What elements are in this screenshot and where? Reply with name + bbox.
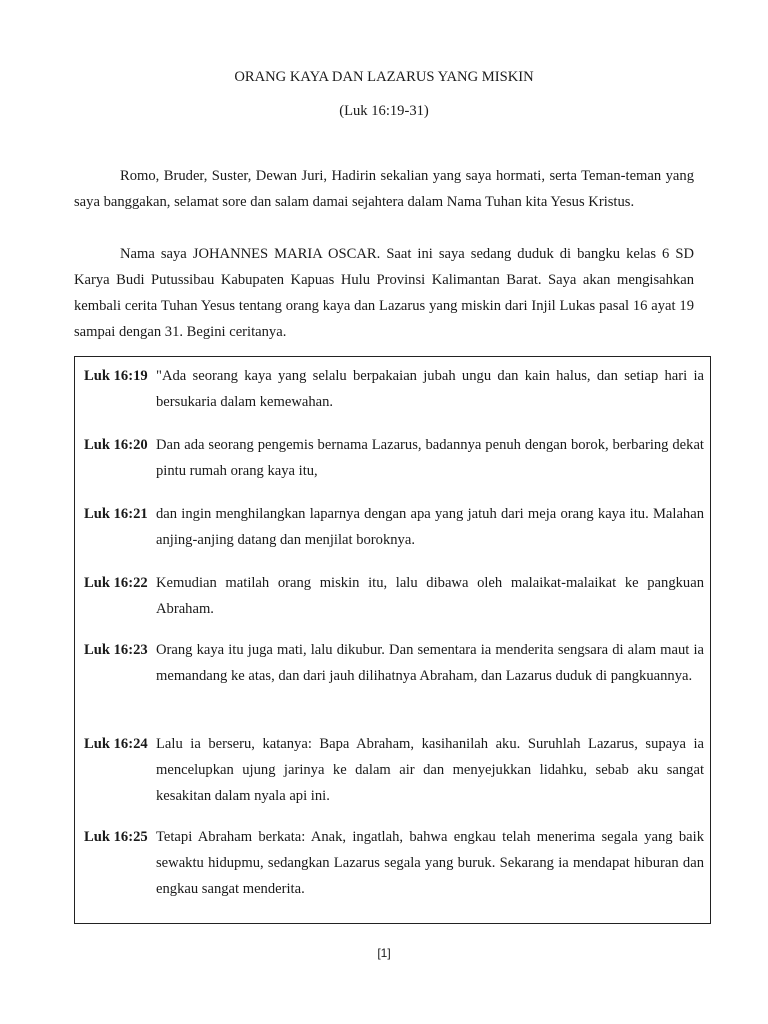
verse-item xyxy=(84,501,704,553)
verse-item xyxy=(84,731,704,809)
introduction-paragraph: Nama saya JOHANNES MARIA OSCAR. Saat ini saya sedang duduk di bangku kelas 6 SD Karya Budi Putussibau Kabupaten Kapuas Hulu Provinsi Kalimantan Barat. Saya akan mengisahkan kembali cerita Tuhan Yesus tentang orang kaya dan Lazarus yang miskin dari Injil Lukas pasal 16 ayat 19 sampai dengan 31. Begini ceritanya. xyxy=(74,246,694,340)
document-title: ORANG KAYA DAN LAZARUS YANG MISKIN xyxy=(234,69,534,85)
verse-reference: Luk 16:21 xyxy=(84,506,148,522)
verse-item xyxy=(84,432,704,484)
verse-reference: Luk 16:20 xyxy=(84,437,148,453)
verse-reference: Luk 16:22 xyxy=(84,575,148,591)
verse-text: Kemudian matilah orang miskin itu, lalu dibawa oleh malaikat-malaikat ke pangkuan Abraham. xyxy=(156,575,704,617)
verse-text: Dan ada seorang pengemis bernama Lazarus, badannya penuh dengan borok, berbaring dekat pintu rumah orang kaya itu, xyxy=(156,437,704,479)
verse-reference: Luk 16:23 xyxy=(84,642,148,658)
verse-text: Tetapi Abraham berkata: Anak, ingatlah, bahwa engkau telah menerima segala yang baik sewaktu hidupmu, sedangkan Lazarus segala yang buruk. Sekarang ia mendapat hiburan dan engkau sangat menderita. xyxy=(156,829,704,897)
verse-text: dan ingin menghilangkan laparnya dengan apa yang jatuh dari meja orang kaya itu. Malahan anjing-anjing datang dan menjilat boroknya. xyxy=(156,506,704,548)
verse-reference: Luk 16:19 xyxy=(84,368,148,384)
verse-item xyxy=(84,824,704,902)
verse-reference: Luk 16:24 xyxy=(84,736,148,752)
page-number: [1] xyxy=(377,946,391,960)
document-subtitle: (Luk 16:19-31) xyxy=(339,103,429,119)
verse-box xyxy=(74,356,711,924)
verse-text: Orang kaya itu juga mati, lalu dikubur. Dan sementara ia menderita sengsara di alam maut ia memandang ke atas, dan dari jauh dilihatnya Abraham, dan Lazarus duduk di pangkuannya. xyxy=(156,642,704,684)
verse-text: "Ada seorang kaya yang selalu berpakaian jubah ungu dan kain halus, dan setiap hari ia bersukaria dalam kemewahan. xyxy=(156,368,704,410)
verse-reference: Luk 16:25 xyxy=(84,829,148,845)
verse-text: Lalu ia berseru, katanya: Bapa Abraham, kasihanilah aku. Suruhlah Lazarus, supaya ia mencelupkan ujung jarinya ke dalam air dan menyejukkan lidahku, sebab aku sangat kesakitan dalam nyala api ini. xyxy=(156,736,704,804)
opening-paragraph: Romo, Bruder, Suster, Dewan Juri, Hadirin sekalian yang saya hormati, serta Teman-teman yang saya banggakan, selamat sore dan salam damai sejahtera dalam Nama Tuhan kita Yesus Kristus. xyxy=(74,168,694,210)
verse-item xyxy=(84,637,704,689)
verse-item xyxy=(84,570,704,622)
verse-item xyxy=(84,363,704,415)
